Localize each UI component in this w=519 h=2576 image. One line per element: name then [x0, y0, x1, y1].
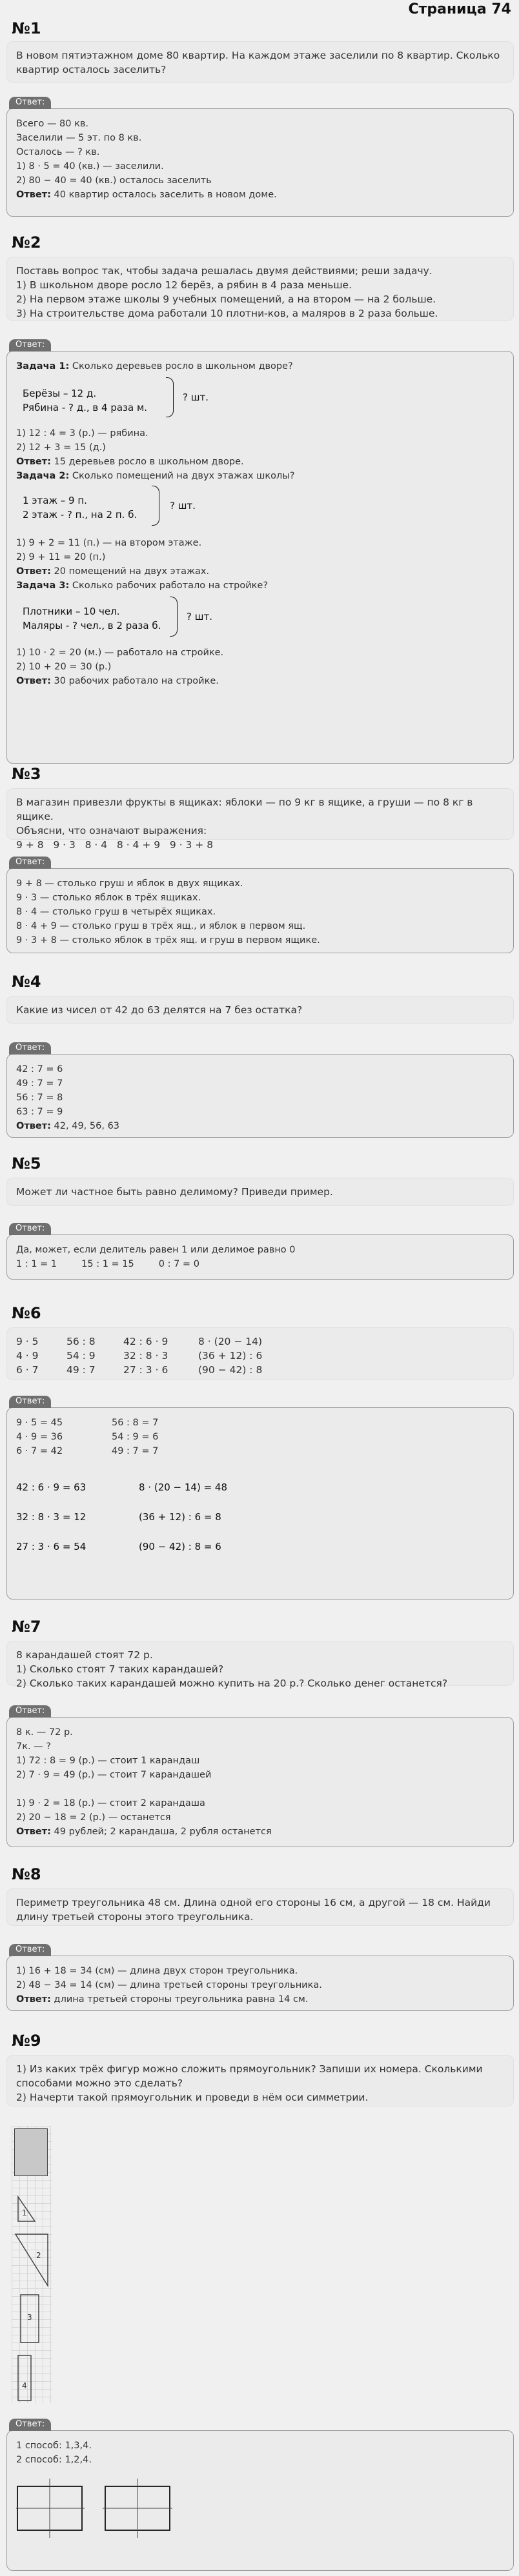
answer-spacer — [16, 1782, 504, 1796]
expression: 27 : 3 · 6 — [123, 1364, 168, 1376]
answer-line: Всего — 80 кв. — [16, 119, 89, 129]
answer-line: 1) 9 + 2 = 11 (п.) — на втором этаже. — [16, 538, 202, 548]
answer-line: 1) 8 · 5 = 40 (кв.) — заселили. — [16, 161, 164, 172]
answer-tag[interactable]: Ответ: — [9, 339, 51, 352]
task-5-question — [6, 1178, 514, 1206]
scheme-line: Маляры - ? чел., в 2 раза б. — [23, 620, 161, 631]
answer-text: 15 деревьев росло в школьном дворе. — [50, 457, 244, 467]
task-3-answer — [6, 868, 514, 953]
expression: 32 : 8 · 3 — [123, 1350, 168, 1362]
question-text: Поставь вопрос так, чтобы задача решалась двумя действиями; реши задачу. — [16, 265, 432, 277]
scheme-line: Плотники – 10 чел. — [23, 606, 120, 617]
example: 15 : 1 = 15 — [81, 1259, 134, 1269]
expression: (36 + 12) : 6 — [198, 1350, 263, 1362]
question-text: 2) Начерти такой прямоугольник и проведи в нём оси симметрии. — [16, 2092, 369, 2103]
answer-text: 49 рублей; 2 карандаша, 2 рубля останется — [50, 1827, 272, 1837]
task-5-answer — [6, 1234, 514, 1280]
order-expression: (90 − 42) : 8 = 6 — [139, 1541, 221, 1552]
task-9-heading: №9 — [12, 2032, 41, 2050]
scheme-line: 2 этаж - ? п., на 2 п. б. — [23, 509, 137, 520]
task-6-heading: №6 — [12, 1304, 41, 1322]
brace-icon — [166, 377, 174, 417]
short-note-scheme — [16, 373, 504, 426]
answer-tag[interactable]: Ответ: — [9, 857, 51, 869]
task-5-heading: №5 — [12, 1154, 41, 1173]
answer-line: 9 + 8 — столько груш и яблок в двух ящиках. — [16, 878, 243, 889]
answer-label: Ответ: — [16, 566, 51, 577]
answer-line: 2) 20 − 18 = 2 (р.) — останется — [16, 1812, 171, 1823]
page-title: Страница 74 — [408, 1, 511, 17]
answer-tag[interactable]: Ответ: — [9, 97, 51, 109]
answer-line: 9 · 3 + 8 — столько яблок в трёх ящ. и груш в первом ящике. — [16, 935, 320, 946]
order-expression: 32 : 8 · 3 = 12 — [16, 1511, 86, 1523]
answer-tag[interactable]: Ответ: — [9, 1705, 51, 1718]
short-note-scheme — [16, 593, 504, 646]
question-text: 2) На первом этаже школы 9 учебных помещений, а на втором — на 2 больше. — [16, 293, 436, 305]
answer-line: 49 : 7 = 7 — [16, 1078, 63, 1089]
question-text: 1) Из каких трёх фигур можно сложить прямоугольник? Запиши их номера. Сколькими способами можно это сделать? — [16, 2063, 483, 2089]
answer-line: 1) 72 : 8 = 9 (р.) — стоит 1 карандаш — [16, 1756, 200, 1766]
task-7-heading: №7 — [12, 1618, 41, 1636]
task-1-heading: №1 — [12, 19, 41, 37]
figure-label: 2 — [36, 2251, 41, 2260]
answer-text: длина третьей стороны треугольника равна 14 см. — [50, 1994, 309, 2005]
expression: (90 − 42) : 8 — [198, 1364, 263, 1376]
answer-label: Ответ: — [16, 457, 51, 467]
task-7-question — [6, 1641, 514, 1689]
task-8-question — [6, 1888, 514, 1926]
question-text: В новом пятиэтажном доме 80 квартир. На каждом этаже заселили по 8 квартир. Сколько квартир осталось заселить? — [16, 50, 500, 75]
example: 1 : 1 = 1 — [16, 1259, 57, 1269]
figure-label: 3 — [27, 2313, 32, 2322]
rectangles-symmetry-drawing — [16, 2473, 210, 2551]
task-2-heading: №2 — [12, 233, 41, 252]
task-9-answer — [6, 2430, 514, 2571]
question-text: 1) Сколько стоят 7 таких карандашей? — [16, 1663, 224, 1675]
task-4-answer — [6, 1054, 514, 1138]
task-4-heading: №4 — [12, 973, 41, 991]
expression: 42 : 6 · 9 — [123, 1336, 168, 1347]
question-text: Какие из чисел от 42 до 63 делятся на 7 без остатка? — [16, 1004, 303, 1016]
brace-icon — [152, 486, 159, 526]
expression: 8 · (20 − 14) — [198, 1336, 263, 1347]
task-3-question — [6, 788, 514, 851]
scheme-line: Берёзы – 12 д. — [23, 388, 97, 399]
scheme-line: Рябина - ? д., в 4 раза м. — [23, 402, 148, 413]
task-6-answer — [6, 1407, 514, 1600]
answer-line: Осталось — ? кв. — [16, 147, 100, 157]
answer-line: 1) 9 · 2 = 18 (р.) — стоит 2 карандаша — [16, 1798, 205, 1808]
figures-grid — [12, 2126, 52, 2403]
answer-label: Ответ: — [16, 1827, 51, 1837]
answer-final — [16, 188, 504, 202]
figure-label: 1 — [22, 2208, 27, 2217]
figures-drawing — [12, 2126, 52, 2403]
question-text: В магазин привезли фрукты в ящиках: яблоки — по 9 кг в ящике, а груши — по 8 кг в ящике. — [16, 797, 473, 822]
answer-label: Ответ: — [16, 190, 51, 200]
answer-tag[interactable]: Ответ: — [9, 1944, 51, 1956]
answer-line: 2) 48 − 34 = 14 (см) — длина третьей стороны треугольника. — [16, 1980, 322, 1990]
expression: 4 · 9 — [16, 1350, 39, 1362]
answer-label: Ответ: — [16, 676, 51, 686]
answer-line: 2) 7 · 9 = 49 (р.) — стоит 7 карандашей — [16, 1770, 212, 1780]
answer-line: 1) 10 · 2 = 20 (м.) — работало на стройке. — [16, 648, 224, 658]
expression: 49 : 7 — [66, 1364, 96, 1376]
question-text: 2) Сколько таких карандашей можно купить на 20 р.? Сколько денег останется? — [16, 1678, 448, 1689]
question-text: Объясни, что означают выражения: — [16, 825, 207, 837]
subtask-question: Сколько деревьев росло в школьном дворе? — [69, 361, 293, 372]
task-9-question — [6, 2055, 514, 2106]
answer-line: 4 · 9 = 36 — [16, 1432, 63, 1442]
answer-line: 8 · 4 + 9 — столько груш в трёх ящ., и яблок в первом ящ. — [16, 921, 306, 931]
task-8-heading: №8 — [12, 1865, 41, 1883]
answer-tag[interactable]: Ответ: — [9, 2419, 51, 2431]
answer-line: Да, может, если делитель равен 1 или делимое равно 0 — [16, 1245, 296, 1255]
subtask-label: Задача 3: — [16, 580, 70, 591]
question-text: 3) На строительстве дома работали 10 плотни-ков, а маляров в 2 раза больше. — [16, 308, 438, 319]
answer-tag[interactable]: Ответ: — [9, 1223, 51, 1235]
answer-line: 49 : 7 = 7 — [112, 1446, 159, 1456]
figure-2 — [15, 2234, 48, 2286]
answer-text: 20 помещений на двух этажах. — [50, 566, 210, 577]
subtask-label: Задача 2: — [16, 471, 70, 481]
answer-line: 1 способ: 1,3,4. — [16, 2441, 92, 2451]
answer-text: 30 рабочих работало на стройке. — [50, 676, 219, 686]
order-expression: 27 : 3 · 6 = 54 — [16, 1541, 86, 1552]
task-8-answer — [6, 1956, 514, 2011]
expression: 54 : 9 — [66, 1350, 96, 1362]
answer-label: Ответ: — [16, 1994, 51, 2005]
task-1-question — [6, 41, 514, 83]
scheme-total: ? шт. — [187, 611, 212, 622]
example: 0 : 7 = 0 — [158, 1259, 199, 1269]
answer-line: 8 к. — 72 р. — [16, 1727, 73, 1738]
question-text: 1) В школьном дворе росло 12 берёз, а рябин в 4 раза меньше. — [16, 279, 352, 291]
answer-line: 9 · 3 — столько яблок в трёх ящиках. — [16, 893, 201, 903]
task-2-answer — [6, 351, 514, 764]
answer-line: 6 · 7 = 42 — [16, 1446, 63, 1456]
answer-line: 63 : 7 = 9 — [16, 1107, 63, 1117]
answer-line: 2) 80 − 40 = 40 (кв.) осталось заселить — [16, 175, 212, 186]
answer-line: 56 : 7 = 8 — [16, 1093, 63, 1103]
answer-line: 1) 16 + 18 = 34 (см) — длина двух сторон треугольника. — [16, 1966, 298, 1976]
subtask-label: Задача 1: — [16, 361, 70, 372]
subtask-question: Сколько помещений на двух этажах школы? — [69, 471, 295, 481]
task-4-question — [6, 996, 514, 1024]
expression: 9 · 5 — [16, 1336, 39, 1347]
task-6-question — [6, 1327, 514, 1380]
task-1-answer — [6, 108, 514, 217]
figure-4 — [18, 2355, 31, 2401]
expression: 56 : 8 — [66, 1336, 96, 1347]
answer-line: 2) 10 + 20 = 30 (р.) — [16, 662, 112, 672]
question-text: Периметр треугольника 48 см. Длина одной его стороны 16 см, а другой — 18 см. Найди длину третьей стороны этого треугольника. — [16, 1897, 491, 1923]
brace-icon — [170, 597, 178, 637]
scheme-total: ? шт. — [183, 391, 209, 403]
order-expression: 42 : 6 · 9 = 63 — [16, 1481, 86, 1493]
answer-tag[interactable]: Ответ: — [9, 1396, 51, 1408]
answer-line: Заселили — 5 эт. по 8 кв. — [16, 133, 142, 143]
answer-line: 2) 12 + 3 = 15 (д.) — [16, 442, 106, 453]
task-2-question — [6, 257, 514, 321]
answer-line: 2 способ: 1,2,4. — [16, 2455, 92, 2465]
answer-line: 7к. — ? — [16, 1741, 52, 1752]
scheme-line: 1 этаж – 9 п. — [23, 495, 87, 506]
question-text: 8 карандашей стоят 72 р. — [16, 1649, 153, 1661]
answer-line: 9 · 5 = 45 — [16, 1418, 63, 1428]
answer-line: 1) 12 : 4 = 3 (р.) — рябина. — [16, 428, 148, 439]
answer-line: 42 : 7 = 6 — [16, 1064, 63, 1075]
answer-line: 2) 9 + 11 = 20 (п.) — [16, 552, 106, 562]
subtask-question: Сколько рабочих работало на стройке? — [69, 580, 269, 591]
scheme-total: ? шт. — [170, 500, 196, 511]
answer-label: Ответ: — [16, 1121, 51, 1131]
expression: 6 · 7 — [16, 1364, 39, 1376]
answer-line: 54 : 9 = 6 — [112, 1432, 159, 1442]
task-7-answer — [6, 1717, 514, 1847]
answer-tag[interactable]: Ответ: — [9, 1042, 51, 1055]
short-note-scheme — [16, 483, 504, 536]
answer-line: 8 · 4 — столько груш в четырёх ящиках. — [16, 907, 216, 917]
figure-label: 4 — [22, 2381, 27, 2390]
expressions-row: 9 + 8 9 · 3 8 · 4 8 · 4 + 9 9 · 3 + 8 — [16, 839, 214, 851]
answer-text: 40 квартир осталось заселить в новом доме. — [50, 190, 277, 200]
order-expression: 8 · (20 − 14) = 48 — [139, 1481, 228, 1493]
task-3-heading: №3 — [12, 765, 41, 783]
answer-text: 42, 49, 56, 63 — [50, 1121, 120, 1131]
answer-line: 56 : 8 = 7 — [112, 1418, 159, 1428]
question-text: Может ли частное быть равно делимому? Приведи пример. — [16, 1186, 333, 1198]
order-expression: (36 + 12) : 6 = 8 — [139, 1511, 221, 1523]
